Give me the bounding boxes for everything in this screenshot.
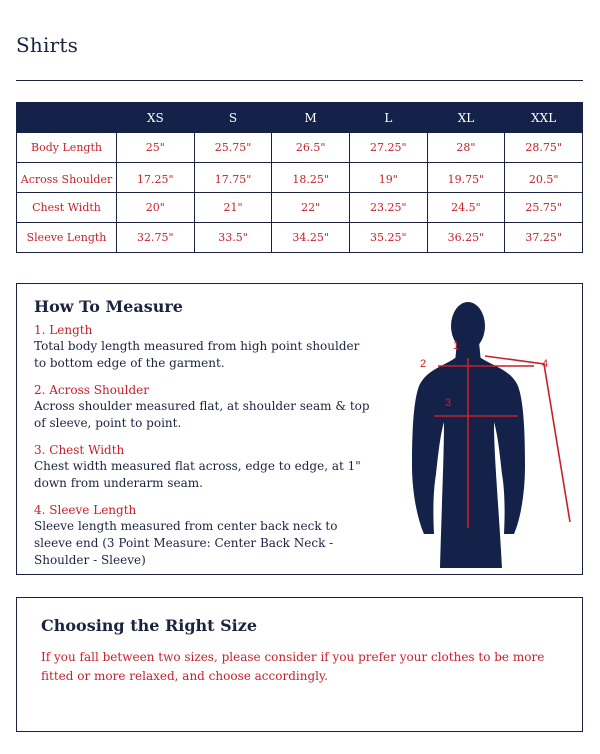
step-chest-width bbox=[34, 442, 374, 492]
step-title: 4. Sleeve Length bbox=[34, 503, 137, 517]
table-cell: 28.75" bbox=[505, 133, 583, 163]
size-chart-table bbox=[16, 102, 583, 253]
table-cell: 23.25" bbox=[349, 193, 427, 223]
table-cell: 36.25" bbox=[427, 223, 505, 253]
table-cell: 35.25" bbox=[349, 223, 427, 253]
table-row bbox=[17, 163, 583, 193]
title-divider bbox=[16, 80, 583, 81]
table-row bbox=[17, 133, 583, 163]
table-cell: 17.25" bbox=[117, 163, 195, 193]
step-across-shoulder bbox=[34, 382, 374, 432]
figure-label-3: 3 bbox=[445, 397, 452, 409]
step-text: Sleeve length measured from center back neck to sleeve end (3 Point Measure: Center Back Neck - Shoulder - Sleeve) bbox=[34, 519, 338, 567]
step-text: Chest width measured flat across, edge to edge, at 1" down from underarm seam. bbox=[34, 459, 361, 490]
size-header-row bbox=[17, 103, 583, 133]
table-cell: 20.5" bbox=[505, 163, 583, 193]
figure-label-1: 1 bbox=[453, 340, 460, 352]
body-measurement-figure-icon bbox=[412, 296, 577, 568]
table-cell: 25.75" bbox=[194, 133, 272, 163]
table-cell: 34.25" bbox=[272, 223, 350, 253]
step-text: Total body length measured from high point shoulder to bottom edge of the garment. bbox=[34, 339, 360, 370]
table-cell: 18.25" bbox=[272, 163, 350, 193]
row-label: Across Shoulder bbox=[17, 163, 117, 193]
choosing-size-title: Choosing the Right Size bbox=[41, 616, 258, 635]
step-text: Across shoulder measured flat, at shoulder seam & top of sleeve, point to point. bbox=[34, 399, 370, 430]
table-cell: 19" bbox=[349, 163, 427, 193]
step-length bbox=[34, 322, 374, 372]
choosing-size-text: If you fall between two sizes, please consider if you prefer your clothes to be more fitted or more relaxed, and choose accordingly. bbox=[41, 650, 545, 683]
table-cell: 32.75" bbox=[117, 223, 195, 253]
row-label: Chest Width bbox=[17, 193, 117, 223]
how-to-measure-title: How To Measure bbox=[34, 297, 183, 316]
table-cell: 22" bbox=[272, 193, 350, 223]
choosing-size-section bbox=[16, 597, 583, 732]
table-cell: 33.5" bbox=[194, 223, 272, 253]
table-row bbox=[17, 223, 583, 253]
table-cell: 28" bbox=[427, 133, 505, 163]
corner-cell bbox=[17, 103, 117, 133]
step-title: 2. Across Shoulder bbox=[34, 383, 150, 397]
how-to-measure-section bbox=[16, 283, 583, 575]
size-header: M bbox=[272, 103, 350, 133]
table-cell: 25" bbox=[117, 133, 195, 163]
size-header: XS bbox=[117, 103, 195, 133]
table-cell: 21" bbox=[194, 193, 272, 223]
size-header: XXL bbox=[505, 103, 583, 133]
table-cell: 24.5" bbox=[427, 193, 505, 223]
table-cell: 25.75" bbox=[505, 193, 583, 223]
row-label: Body Length bbox=[17, 133, 117, 163]
figure-label-4: 4 bbox=[542, 358, 549, 370]
table-cell: 19.75" bbox=[427, 163, 505, 193]
step-title: 3. Chest Width bbox=[34, 443, 125, 457]
table-cell: 26.5" bbox=[272, 133, 350, 163]
table-cell: 27.25" bbox=[349, 133, 427, 163]
size-header: S bbox=[194, 103, 272, 133]
table-cell: 17.75" bbox=[194, 163, 272, 193]
measure-steps bbox=[34, 322, 374, 579]
row-label: Sleeve Length bbox=[17, 223, 117, 253]
table-cell: 37.25" bbox=[505, 223, 583, 253]
size-header: L bbox=[349, 103, 427, 133]
table-row bbox=[17, 193, 583, 223]
page-title: Shirts bbox=[16, 33, 79, 57]
table-cell: 20" bbox=[117, 193, 195, 223]
step-sleeve-length bbox=[34, 502, 374, 569]
figure-label-2: 2 bbox=[420, 358, 427, 370]
step-title: 1. Length bbox=[34, 323, 93, 337]
size-header: XL bbox=[427, 103, 505, 133]
